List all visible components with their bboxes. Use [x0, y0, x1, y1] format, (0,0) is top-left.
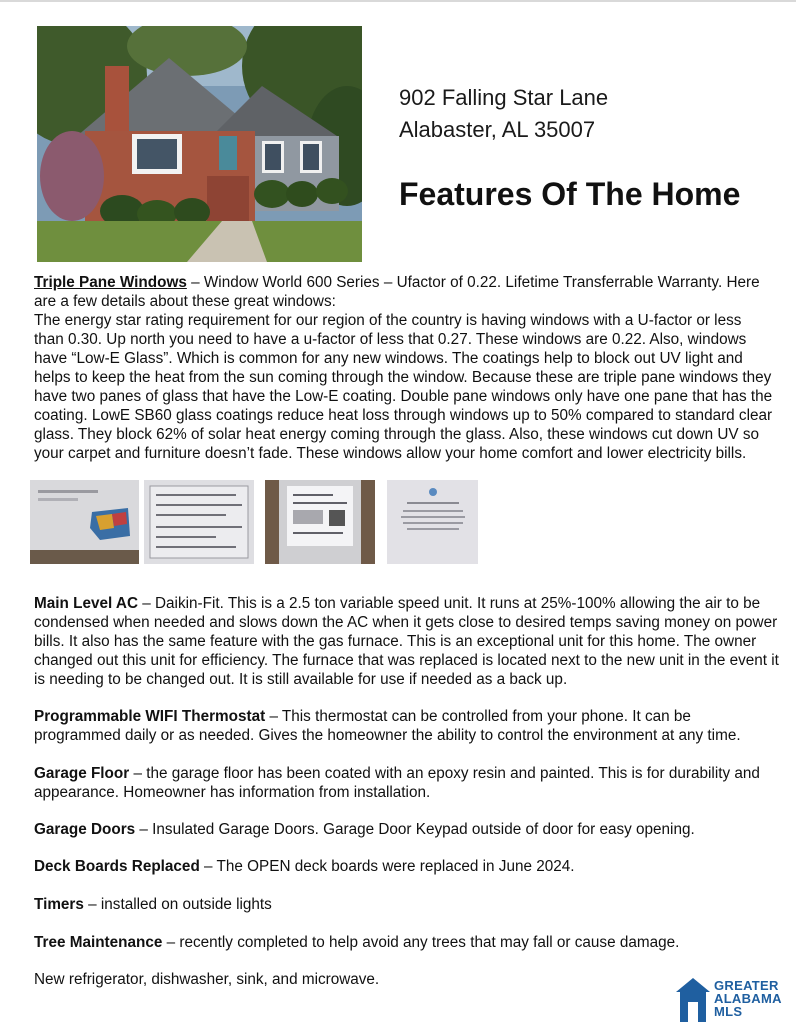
timers-section [34, 895, 779, 914]
garage-doors-text: – Insulated Garage Doors. Garage Door Keypad outside of door for easy opening. [135, 821, 695, 838]
closing-note: New refrigerator, dishwasher, sink, and microwave. [34, 971, 380, 988]
energy-star-map-photo [30, 480, 139, 564]
greater-alabama-mls-logo [676, 976, 796, 1022]
logo-text [714, 979, 782, 1018]
logo-line-1: GREATER [714, 978, 779, 993]
triple-pane-windows-intro: – Window World 600 Series – Ufactor of 0.22. Lifetime Transferrable Warranty. Here are a few details about these great windows: [34, 274, 760, 310]
tree-maintenance-section [34, 933, 779, 952]
deck-boards-section [34, 857, 779, 876]
main-level-ac-section [34, 594, 779, 689]
thermostat-text: – This thermostat can be controlled from your phone. It can be programmed daily or as needed. Gives the homeowner the ability to control the environment at any time. [34, 708, 741, 744]
features-heading: Features Of The Home [399, 176, 741, 212]
property-address [399, 82, 608, 146]
house-illustration [37, 26, 362, 262]
tree-maintenance-text: – recently completed to help avoid any trees that may fall or cause damage. [162, 934, 680, 951]
logo-line-3: MLS [714, 1004, 743, 1019]
deck-boards-label: Deck Boards Replaced [34, 858, 200, 875]
deck-boards-text: – The OPEN deck boards were replaced in June 2024. [199, 858, 575, 875]
triple-pane-windows-paragraph: The energy star rating requirement for our region of the country is having windows with a U-factor or less than 0.30. Up north you need to have a u-factor of less that 0.27. These windows are 0.22. Also, windows have “Low-E Glass”. Which is common for any new windows. The coatings help to block out UV light and helps to keep the heat from the sun coming through the window. Because these are triple pane windows they have two panes of glass that have the Low-E coating. Double pane windows only have one pane that has the coating. LowE SB60 glass coatings reduce heat loss through windows up to 50% compared to standard clear glass. They block 62% of solar heat energy coming through the glass. Also, these windows cut down UV so your carpet and furniture doesn’t fade. These windows allow your home comfort and lower electricity bills. [34, 312, 773, 462]
timers-label: Timers [34, 896, 84, 913]
address-street: 902 Falling Star Lane [399, 85, 609, 110]
window-sticker-photo [265, 480, 375, 564]
triple-pane-windows-label: Triple Pane Windows [34, 274, 187, 291]
tree-maintenance-label: Tree Maintenance [34, 934, 163, 951]
house-logo-icon [676, 978, 710, 1022]
garage-floor-text: – the garage floor has been coated with an epoxy resin and painted. This is for durability and appearance. Homeowner has information from installation. [34, 765, 760, 801]
thermostat-section [34, 707, 779, 745]
logo-line-2: ALABAMA [714, 991, 782, 1006]
garage-floor-section [34, 764, 779, 802]
main-level-ac-label: Main Level AC [34, 595, 138, 612]
garage-doors-section [34, 820, 779, 839]
triple-pane-windows-section [34, 273, 774, 463]
garage-doors-label: Garage Doors [34, 821, 136, 838]
thermostat-label: Programmable WIFI Thermostat [34, 708, 266, 725]
window-document-photo [387, 480, 478, 564]
window-label-photo [144, 480, 254, 564]
top-rule [0, 0, 796, 2]
address-city-state-zip: Alabaster, AL 35007 [399, 117, 596, 142]
main-level-ac-text: – Daikin-Fit. This is a 2.5 ton variable speed unit. It runs at 25%-100% allowing the air to be condensed when needed and slows down the AC when it gets close to desired temps saving money on power bills. It also has the same feature with the gas furnace. This is an exceptional unit for this home. The owner changed out this unit for efficiency. The furnace that was replaced is located next to the new unit in the event it is needing to be changed out. It is still available for use if needed as a back up. [34, 595, 779, 688]
garage-floor-label: Garage Floor [34, 765, 130, 782]
house-photo [37, 26, 362, 262]
timers-text: – installed on outside lights [83, 896, 272, 913]
